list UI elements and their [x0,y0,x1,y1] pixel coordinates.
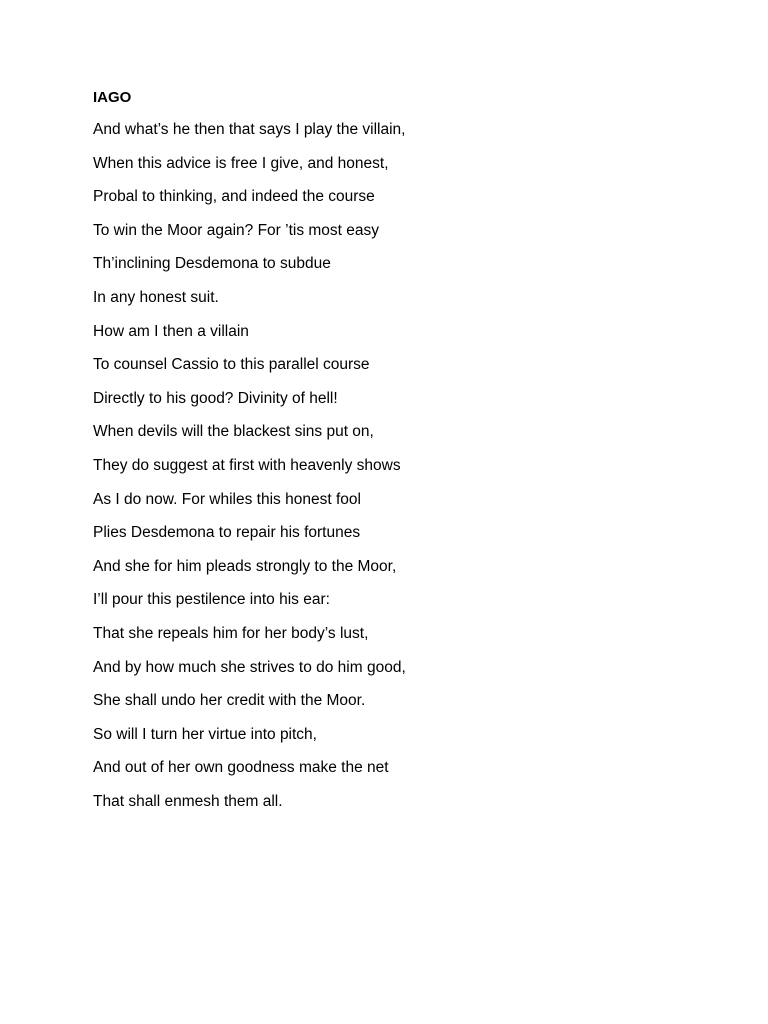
verse-lines [93,120,733,825]
verse-line: To counsel Cassio to this parallel course [93,356,370,374]
verse-line: And by how much she strives to do him good, [93,658,406,676]
verse-line: I’ll pour this pestilence into his ear: [93,591,330,609]
verse-line: In any honest suit. [93,288,219,306]
verse-line: They do suggest at first with heavenly shows [93,456,401,474]
verse-line: And she for him pleads strongly to the Moor, [93,557,397,575]
verse-line: Plies Desdemona to repair his fortunes [93,524,361,542]
verse-line: And out of her own goodness make the net [93,759,389,777]
verse-line: When this advice is free I give, and honest, [93,154,389,172]
verse-line: That she repeals him for her body’s lust, [93,624,369,642]
document-page [93,88,733,813]
verse-line: She shall undo her credit with the Moor. [93,692,366,710]
verse-line: When devils will the blackest sins put on, [93,423,374,441]
verse-line: And what’s he then that says I play the villain, [93,121,406,138]
verse-line: To win the Moor again? For ’tis most easy [93,221,380,239]
verse-line: That shall enmesh them all. [93,792,283,810]
verse-line: So will I turn her virtue into pitch, [93,725,317,743]
verse-line: How am I then a villain [93,322,249,340]
speaker-name: IAGO [93,89,132,106]
verse-line: Th’inclining Desdemona to subdue [93,255,331,273]
verse-line: Directly to his good? Divinity of hell! [93,389,338,407]
verse-line: As I do now. For whiles this honest fool [93,490,361,508]
verse-line: Probal to thinking, and indeed the course [93,188,375,206]
